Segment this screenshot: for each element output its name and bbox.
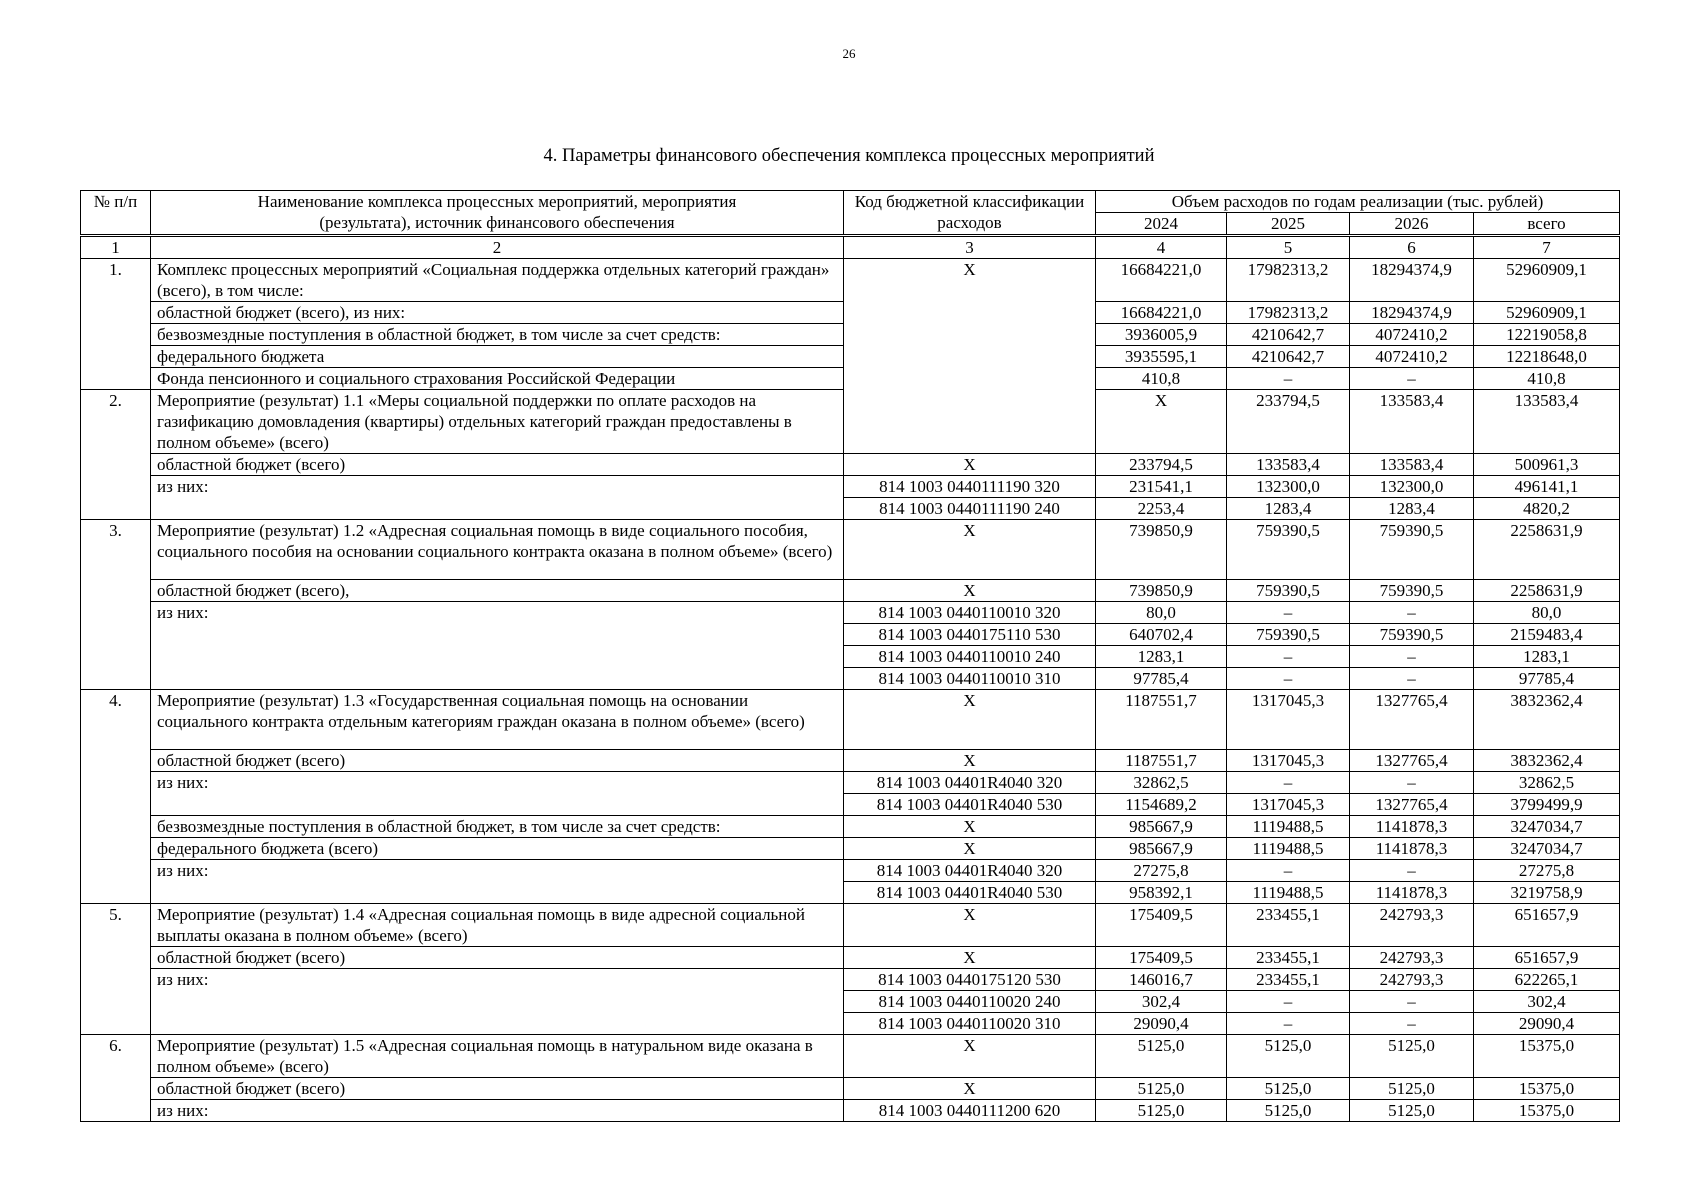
value-total: 4820,2	[1474, 498, 1620, 520]
value-2026: 1141878,3	[1350, 838, 1474, 860]
value-2025: –	[1227, 860, 1350, 882]
value-2025: 4210642,7	[1227, 324, 1350, 346]
header-number: № п/п	[81, 191, 151, 236]
budget-code: 814 1003 0440111190 320	[844, 476, 1096, 498]
value-total: 410,8	[1474, 368, 1620, 390]
value-total: 651657,9	[1474, 904, 1620, 947]
value-total: 500961,3	[1474, 454, 1620, 476]
value-2025: –	[1227, 368, 1350, 390]
value-2025: 17982313,2	[1227, 302, 1350, 324]
budget-code: 814 1003 04401R4040 320	[844, 772, 1096, 794]
table-row	[81, 860, 1620, 882]
value-2026: 1283,4	[1350, 498, 1474, 520]
row-number: 3.	[81, 520, 151, 690]
value-total: 52960909,1	[1474, 302, 1620, 324]
row-number: 5.	[81, 904, 151, 1035]
value-2024: 3936005,9	[1096, 324, 1227, 346]
value-total: 15375,0	[1474, 1100, 1620, 1122]
value-2026: –	[1350, 772, 1474, 794]
value-2025: 1119488,5	[1227, 882, 1350, 904]
table-row	[81, 904, 1620, 947]
table-row	[81, 1035, 1620, 1078]
value-2024: 231541,1	[1096, 476, 1227, 498]
value-total: 97785,4	[1474, 668, 1620, 690]
value-total: 52960909,1	[1474, 259, 1620, 302]
value-2024: 958392,1	[1096, 882, 1227, 904]
value-2026: –	[1350, 1013, 1474, 1035]
value-2025: 5125,0	[1227, 1078, 1350, 1100]
value-2026: 759390,5	[1350, 580, 1474, 602]
budget-code: 814 1003 0440110010 320	[844, 602, 1096, 624]
value-2026: 18294374,9	[1350, 259, 1474, 302]
value-2025: 1283,4	[1227, 498, 1350, 520]
budget-code: X	[844, 838, 1096, 860]
column-number: 2	[151, 236, 844, 259]
value-2026: 5125,0	[1350, 1078, 1474, 1100]
value-total: 12218648,0	[1474, 346, 1620, 368]
header-name: Наименование комплекса процессных мероприятий, мероприятия (результата), источник финансового обеспечения	[151, 191, 844, 236]
value-total: 15375,0	[1474, 1078, 1620, 1100]
row-number: 1.	[81, 259, 151, 390]
value-2026: 4072410,2	[1350, 324, 1474, 346]
budget-code: 814 1003 0440110010 310	[844, 668, 1096, 690]
budget-code: X	[844, 454, 1096, 476]
item-name: из них:	[151, 602, 844, 690]
value-2025: 133583,4	[1350, 390, 1474, 454]
page-number: 26	[842, 46, 856, 61]
value-2026: 759390,5	[1350, 624, 1474, 646]
item-name: безвозмездные поступления в областной бюджет, в том числе за счет средств:	[151, 324, 844, 346]
value-2026: –	[1350, 860, 1474, 882]
value-2026: 1327765,4	[1350, 690, 1474, 750]
value-total: 29090,4	[1474, 1013, 1620, 1035]
header-year-2026: 2026	[1350, 213, 1474, 236]
value-total: 12219058,8	[1474, 324, 1620, 346]
value-total: 3799499,9	[1474, 794, 1620, 816]
column-number: 7	[1474, 236, 1620, 259]
value-2024: 739850,9	[1096, 580, 1227, 602]
value-2024: 5125,0	[1096, 1035, 1227, 1078]
budget-code: X	[844, 947, 1096, 969]
budget-code: 814 1003 0440111190 240	[844, 498, 1096, 520]
table-body	[81, 191, 1620, 1122]
value-2026: –	[1350, 602, 1474, 624]
value-2026: 242793,3	[1350, 904, 1474, 947]
value-2025: –	[1227, 991, 1350, 1013]
budget-code: 814 1003 0440110010 240	[844, 646, 1096, 668]
value-2024: 97785,4	[1096, 668, 1227, 690]
value-2024: 146016,7	[1096, 969, 1227, 991]
item-name: областной бюджет (всего)	[151, 1078, 844, 1100]
budget-code: 814 1003 04401R4040 320	[844, 860, 1096, 882]
value-2025: 233455,1	[1227, 904, 1350, 947]
item-name: из них:	[151, 476, 844, 520]
budget-code: 814 1003 04401R4040 530	[844, 882, 1096, 904]
value-2026: 759390,5	[1350, 520, 1474, 580]
value-total: 2258631,9	[1474, 580, 1620, 602]
value-2025: 1119488,5	[1227, 816, 1350, 838]
column-number: 6	[1350, 236, 1474, 259]
value-2024: 175409,5	[1096, 904, 1227, 947]
item-name: федерального бюджета (всего)	[151, 838, 844, 860]
item-name: Мероприятие (результат) 1.4 «Адресная социальная помощь в виде адресной социальной выплаты оказана в полном объеме» (всего)	[151, 904, 844, 947]
budget-code: X	[844, 520, 1096, 580]
value-2025: 4210642,7	[1227, 346, 1350, 368]
budget-code: X	[844, 816, 1096, 838]
item-name: областной бюджет (всего), из них:	[151, 302, 844, 324]
value-2026: 4072410,2	[1350, 346, 1474, 368]
value-total: 2159483,4	[1474, 624, 1620, 646]
table-row	[81, 947, 1620, 969]
value-2025: 233455,1	[1227, 969, 1350, 991]
row-number: 4.	[81, 690, 151, 904]
budget-code: X	[844, 904, 1096, 947]
value-total: 496141,1	[1474, 476, 1620, 498]
value-2024: 32862,5	[1096, 772, 1227, 794]
row-number: 2.	[81, 390, 151, 520]
financing-table	[80, 190, 1620, 1122]
value-2024: 1187551,7	[1096, 690, 1227, 750]
table-row	[81, 259, 1620, 302]
table-row	[81, 454, 1620, 476]
value-2024: 29090,4	[1096, 1013, 1227, 1035]
budget-code: 814 1003 0440175110 530	[844, 624, 1096, 646]
value-2025: 5125,0	[1227, 1035, 1350, 1078]
item-name: из них:	[151, 772, 844, 816]
value-total: 15375,0	[1474, 1035, 1620, 1078]
value-2024: 1154689,2	[1096, 794, 1227, 816]
value-2024: 16684221,0	[1096, 302, 1227, 324]
item-name: областной бюджет (всего)	[151, 750, 844, 772]
table-row	[81, 476, 1620, 498]
column-numbers-row	[81, 236, 1620, 259]
value-2024: 5125,0	[1096, 1078, 1227, 1100]
value-2024: 739850,9	[1096, 520, 1227, 580]
value-2026: 242793,3	[1350, 947, 1474, 969]
table-row	[81, 816, 1620, 838]
item-name: из них:	[151, 969, 844, 1035]
value-2024: 1187551,7	[1096, 750, 1227, 772]
value-2024: 233794,5	[1096, 454, 1227, 476]
value-2024: 80,0	[1096, 602, 1227, 624]
value-2026: 242793,3	[1350, 969, 1474, 991]
budget-code: X	[844, 750, 1096, 772]
table-row	[81, 1078, 1620, 1100]
value-2025: 1317045,3	[1227, 690, 1350, 750]
value-total: 3219758,9	[1474, 882, 1620, 904]
value-total: 2258631,9	[1474, 520, 1620, 580]
value-2024: 27275,8	[1096, 860, 1227, 882]
value-2025: 133583,4	[1227, 454, 1350, 476]
item-name: областной бюджет (всего),	[151, 580, 844, 602]
header-total: всего	[1474, 213, 1620, 236]
value-2026: 1141878,3	[1350, 816, 1474, 838]
budget-code: 814 1003 0440175120 530	[844, 969, 1096, 991]
value-total: 3832362,4	[1474, 750, 1620, 772]
value-2025: 759390,5	[1227, 624, 1350, 646]
value-total: 3247034,7	[1474, 816, 1620, 838]
table-row	[81, 838, 1620, 860]
value-2026: –	[1350, 991, 1474, 1013]
budget-code: X	[844, 580, 1096, 602]
item-name: Мероприятие (результат) 1.1 «Меры социальной поддержки по оплате расходов на газификацию домовладения (квартиры) отдельных категорий граждан предоставлены в полном объеме» (всего)	[151, 390, 844, 454]
value-2025: 759390,5	[1227, 520, 1350, 580]
item-name: безвозмездные поступления в областной бюджет, в том числе за счет средств:	[151, 816, 844, 838]
value-2025: –	[1227, 646, 1350, 668]
value-2024: 1283,1	[1096, 646, 1227, 668]
value-2025: 17982313,2	[1227, 259, 1350, 302]
table-row	[81, 969, 1620, 991]
value-2024: 175409,5	[1096, 947, 1227, 969]
value-total: 622265,1	[1474, 969, 1620, 991]
value-2026: 133583,4	[1350, 454, 1474, 476]
value-2025: 132300,0	[1227, 476, 1350, 498]
value-2026: –	[1350, 368, 1474, 390]
header-volume: Объем расходов по годам реализации (тыс. рублей)	[1096, 191, 1620, 213]
value-2025: –	[1227, 1013, 1350, 1035]
value-2025: –	[1227, 602, 1350, 624]
table-row	[81, 602, 1620, 624]
column-number: 1	[81, 236, 151, 259]
table-row	[81, 772, 1620, 794]
value-total: 80,0	[1474, 602, 1620, 624]
header-year-2024: 2024	[1096, 213, 1227, 236]
budget-code: 814 1003 0440110020 240	[844, 991, 1096, 1013]
table-row	[81, 690, 1620, 750]
value-total: 3832362,4	[1474, 690, 1620, 750]
item-name: областной бюджет (всего)	[151, 947, 844, 969]
value-2024: 985667,9	[1096, 838, 1227, 860]
header-year-2025: 2025	[1227, 213, 1350, 236]
budget-code: X	[844, 1078, 1096, 1100]
value-2025: 5125,0	[1227, 1100, 1350, 1122]
row-number: 6.	[81, 1035, 151, 1122]
value-2026: 5125,0	[1350, 1035, 1474, 1078]
column-number: 5	[1227, 236, 1350, 259]
item-name: Мероприятие (результат) 1.5 «Адресная социальная помощь в натуральном виде оказана в полном объеме» (всего)	[151, 1035, 844, 1078]
value-2024: 3935595,1	[1096, 346, 1227, 368]
value-2026: 1327765,4	[1350, 750, 1474, 772]
item-name: Мероприятие (результат) 1.2 «Адресная социальная помощь в виде социального пособия, социального пособия на основании социального контракта оказана в полном объеме» (всего)	[151, 520, 844, 580]
value-2024: 410,8	[1096, 368, 1227, 390]
value-total: 3247034,7	[1474, 838, 1620, 860]
value-2025: –	[1227, 668, 1350, 690]
value-2025: 1317045,3	[1227, 794, 1350, 816]
item-name: из них:	[151, 1100, 844, 1122]
value-2024: 2253,4	[1096, 498, 1227, 520]
table-row	[81, 1100, 1620, 1122]
value-total: 1283,1	[1474, 646, 1620, 668]
value-2026: 1327765,4	[1350, 794, 1474, 816]
value-2026: 132300,0	[1350, 476, 1474, 498]
value-2025: 233455,1	[1227, 947, 1350, 969]
value-2024: 233794,5	[1227, 390, 1350, 454]
value-2025: 1317045,3	[1227, 750, 1350, 772]
budget-code: 814 1003 0440111200 620	[844, 1100, 1096, 1122]
value-2026: –	[1350, 646, 1474, 668]
value-2024: 640702,4	[1096, 624, 1227, 646]
value-total: 27275,8	[1474, 860, 1620, 882]
item-name: областной бюджет (всего)	[151, 454, 844, 476]
budget-code: X	[844, 1035, 1096, 1078]
table-row	[81, 580, 1620, 602]
budget-code: 814 1003 04401R4040 530	[844, 794, 1096, 816]
budget-code: X	[844, 259, 1096, 454]
budget-code: X	[1096, 390, 1227, 454]
table-row	[81, 520, 1620, 580]
budget-code: X	[844, 690, 1096, 750]
table-row	[81, 750, 1620, 772]
item-name: Мероприятие (результат) 1.3 «Государственная социальная помощь на основании социального контракта отдельным категориям граждан оказана в полном объеме» (всего)	[151, 690, 844, 750]
value-2024: 985667,9	[1096, 816, 1227, 838]
document-title: 4. Параметры финансового обеспечения комплекса процессных мероприятий	[543, 146, 1155, 166]
item-name: Комплекс процессных мероприятий «Социальная поддержка отдельных категорий граждан» (всего), в том числе:	[151, 259, 844, 302]
item-name: Фонда пенсионного и социального страхования Российской Федерации	[151, 368, 844, 390]
value-2025: 759390,5	[1227, 580, 1350, 602]
value-2024: 16684221,0	[1096, 259, 1227, 302]
item-name: федерального бюджета	[151, 346, 844, 368]
value-2024: 5125,0	[1096, 1100, 1227, 1122]
value-2024: 302,4	[1096, 991, 1227, 1013]
budget-code: 814 1003 0440110020 310	[844, 1013, 1096, 1035]
value-total: 302,4	[1474, 991, 1620, 1013]
value-2026: 18294374,9	[1350, 302, 1474, 324]
value-2026: 133583,4	[1474, 390, 1620, 454]
value-2025: 1119488,5	[1227, 838, 1350, 860]
header-code: Код бюджетной классификации расходов	[844, 191, 1096, 236]
value-2026: –	[1350, 668, 1474, 690]
item-name: из них:	[151, 860, 844, 904]
column-number: 4	[1096, 236, 1227, 259]
column-number: 3	[844, 236, 1096, 259]
value-total: 651657,9	[1474, 947, 1620, 969]
header-row	[81, 191, 1620, 213]
value-2025: –	[1227, 772, 1350, 794]
value-2026: 1141878,3	[1350, 882, 1474, 904]
value-total: 32862,5	[1474, 772, 1620, 794]
value-2026: 5125,0	[1350, 1100, 1474, 1122]
